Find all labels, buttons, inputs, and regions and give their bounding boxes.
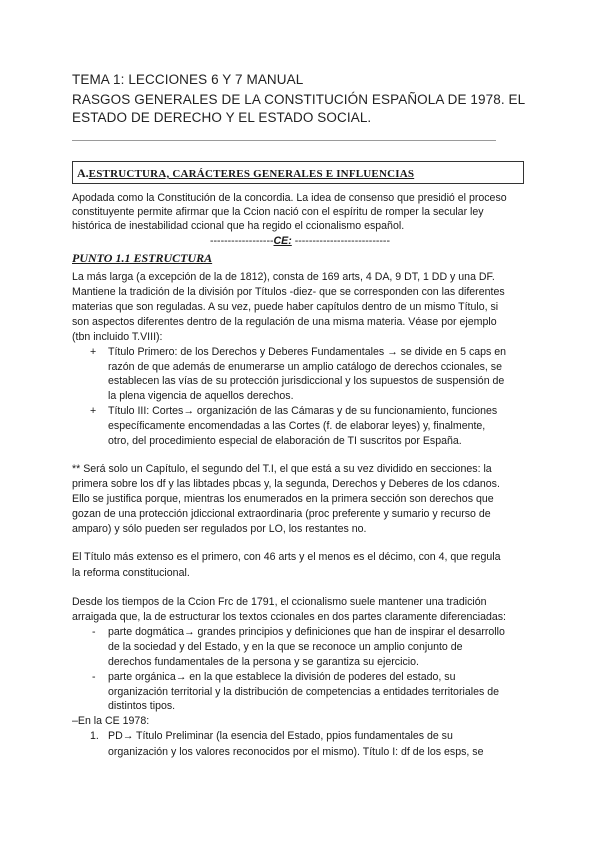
para3-line: El Título más extenso es el primero, con 46 arts y el menos es el décimo, con 4, que regula xyxy=(72,551,501,563)
ce-divider-label: CE: xyxy=(273,235,292,247)
para2-line: Ello se justifica porque, mientras los enumerados en la primera sección son derechos que xyxy=(72,493,494,505)
section-box-title xyxy=(77,166,414,181)
para1-line: materias que son reguladas. A su vez, puede haber capítulos dentro de un mismo Título, si xyxy=(72,301,499,313)
dash-item-line: derechos fundamentales de la persona y se garantiza su ejercicio. xyxy=(108,656,419,668)
para4-line: Desde los tiempos de la Ccion Frc de 1791, el ccionalismo suele mantener una tradición xyxy=(72,596,487,608)
section-box xyxy=(72,161,524,184)
dash-item-line: parte orgánica→ en la que establece la división de poderes del estado, su xyxy=(108,671,456,683)
plus-item-line: Título Primero: de los Derechos y Deberes Fundamentales → se divide en 5 caps en xyxy=(108,346,507,358)
plus-bullet: + xyxy=(90,405,97,417)
dash-bullet: - xyxy=(92,626,96,638)
header-title-line-1: TEMA 1: LECCIONES 6 Y 7 MANUAL xyxy=(72,72,304,87)
punto-heading: PUNTO 1.1 ESTRUCTURA xyxy=(72,251,213,265)
para1-line: (tbn incluido T.VIII): xyxy=(72,331,163,343)
dash-bullet: - xyxy=(92,671,96,683)
para1-line: Mantiene la tradición de la división por Títulos -diez- que se corresponden con las diferentes xyxy=(72,286,505,298)
para2-line: amparo) y sólo pueden ser regulados por LO, los restantes no. xyxy=(72,523,367,535)
dash-item-line: distintos tipos. xyxy=(108,700,176,712)
numbered-item-line: PD→ Título Preliminar (la esencia del Estado, ppios fundamentales de su xyxy=(108,730,453,742)
para3-line: la reforma constitucional. xyxy=(72,567,190,579)
plus-bullet: + xyxy=(90,346,97,358)
para4-line: arraigada que, la de estructurar los textos ccionales en dos partes claramente diferenciadas: xyxy=(72,611,506,623)
section-letter: A. xyxy=(77,166,89,180)
dash-item-line: parte dogmática→ grandes principios y definiciones que han de inspirar el desarrollo xyxy=(108,626,505,638)
plus-item-line: razón de que además de enumerarse un amplio catálogo de derechos ccionales, se xyxy=(108,361,502,373)
dash-item-line: de la sociedad y del Estado, y en la que se reconoce un amplio conjunto de xyxy=(108,641,463,653)
ce-divider xyxy=(0,235,600,247)
plus-item-line: Título III: Cortes→ organización de las Cámaras y de su funcionamiento, funciones xyxy=(108,405,498,417)
header-divider xyxy=(72,140,496,141)
para2-line: ** Será solo un Capítulo, el segundo del T.I, el que está a su vez dividido en secciones: la xyxy=(72,463,492,475)
ce-divider-right: --------------------------- xyxy=(294,235,390,247)
plus-item-line: otro, del procedimiento especial de elaboración de TI suscritos por España. xyxy=(108,435,462,447)
intro-line: histórica de inestabilidad ccional que ha regido el ccionalismo español. xyxy=(72,220,405,232)
para1-line: son aspectos diferentes dentro de la regulación de una misma materia. Véase por ejemplo xyxy=(72,316,497,328)
para2-line: primera sobre los df y las libtades pbcas y, la segunda, Derechos y Deberes de los cdanos. xyxy=(72,478,500,490)
header-title-line-2: RASGOS GENERALES DE LA CONSTITUCIÓN ESPAÑOLA DE 1978. EL xyxy=(72,92,526,107)
para1-line: La más larga (a excepción de la de 1812), consta de 169 arts, 4 DA, 9 DT, 1 DD y una DF. xyxy=(72,271,495,283)
intro-line: Apodada como la Constitución de la concordia. La idea de consenso que presidió el proceso xyxy=(72,192,507,204)
plus-item-line: establecen las vías de su protección jurisdiccional y los supuestos de suspensión de xyxy=(108,375,505,387)
ce-divider-left: ------------------ xyxy=(210,235,274,247)
ce-1978-line: –En la CE 1978: xyxy=(72,715,150,727)
intro-line: constituyente permite afirmar que la Ccion nació con el espíritu de romper la secular ley xyxy=(72,206,484,218)
numbered-item-line: organización y los valores reconocidos por el mismo). Título I: df de los esps, se xyxy=(108,746,484,758)
plus-item-line: específicamente encomendadas a las Cortes (f. de elaborar leyes) y, finalmente, xyxy=(108,420,486,432)
header-title-line-3: ESTADO DE DERECHO Y EL ESTADO SOCIAL. xyxy=(72,110,372,125)
dash-item-line: organización territorial y la distribución de competencias a entidades territoriales de xyxy=(108,686,499,698)
numbered-marker: 1. xyxy=(90,730,99,742)
section-title: ESTRUCTURA, CARÁCTERES GENERALES E INFLUENCIAS xyxy=(88,168,415,180)
para2-line: gozan de una protección jdiccional extraordinaria (proc preferente y sumario y recurso de xyxy=(72,508,491,520)
plus-item-line: la plena vigencia de aquellos derechos. xyxy=(108,390,294,402)
